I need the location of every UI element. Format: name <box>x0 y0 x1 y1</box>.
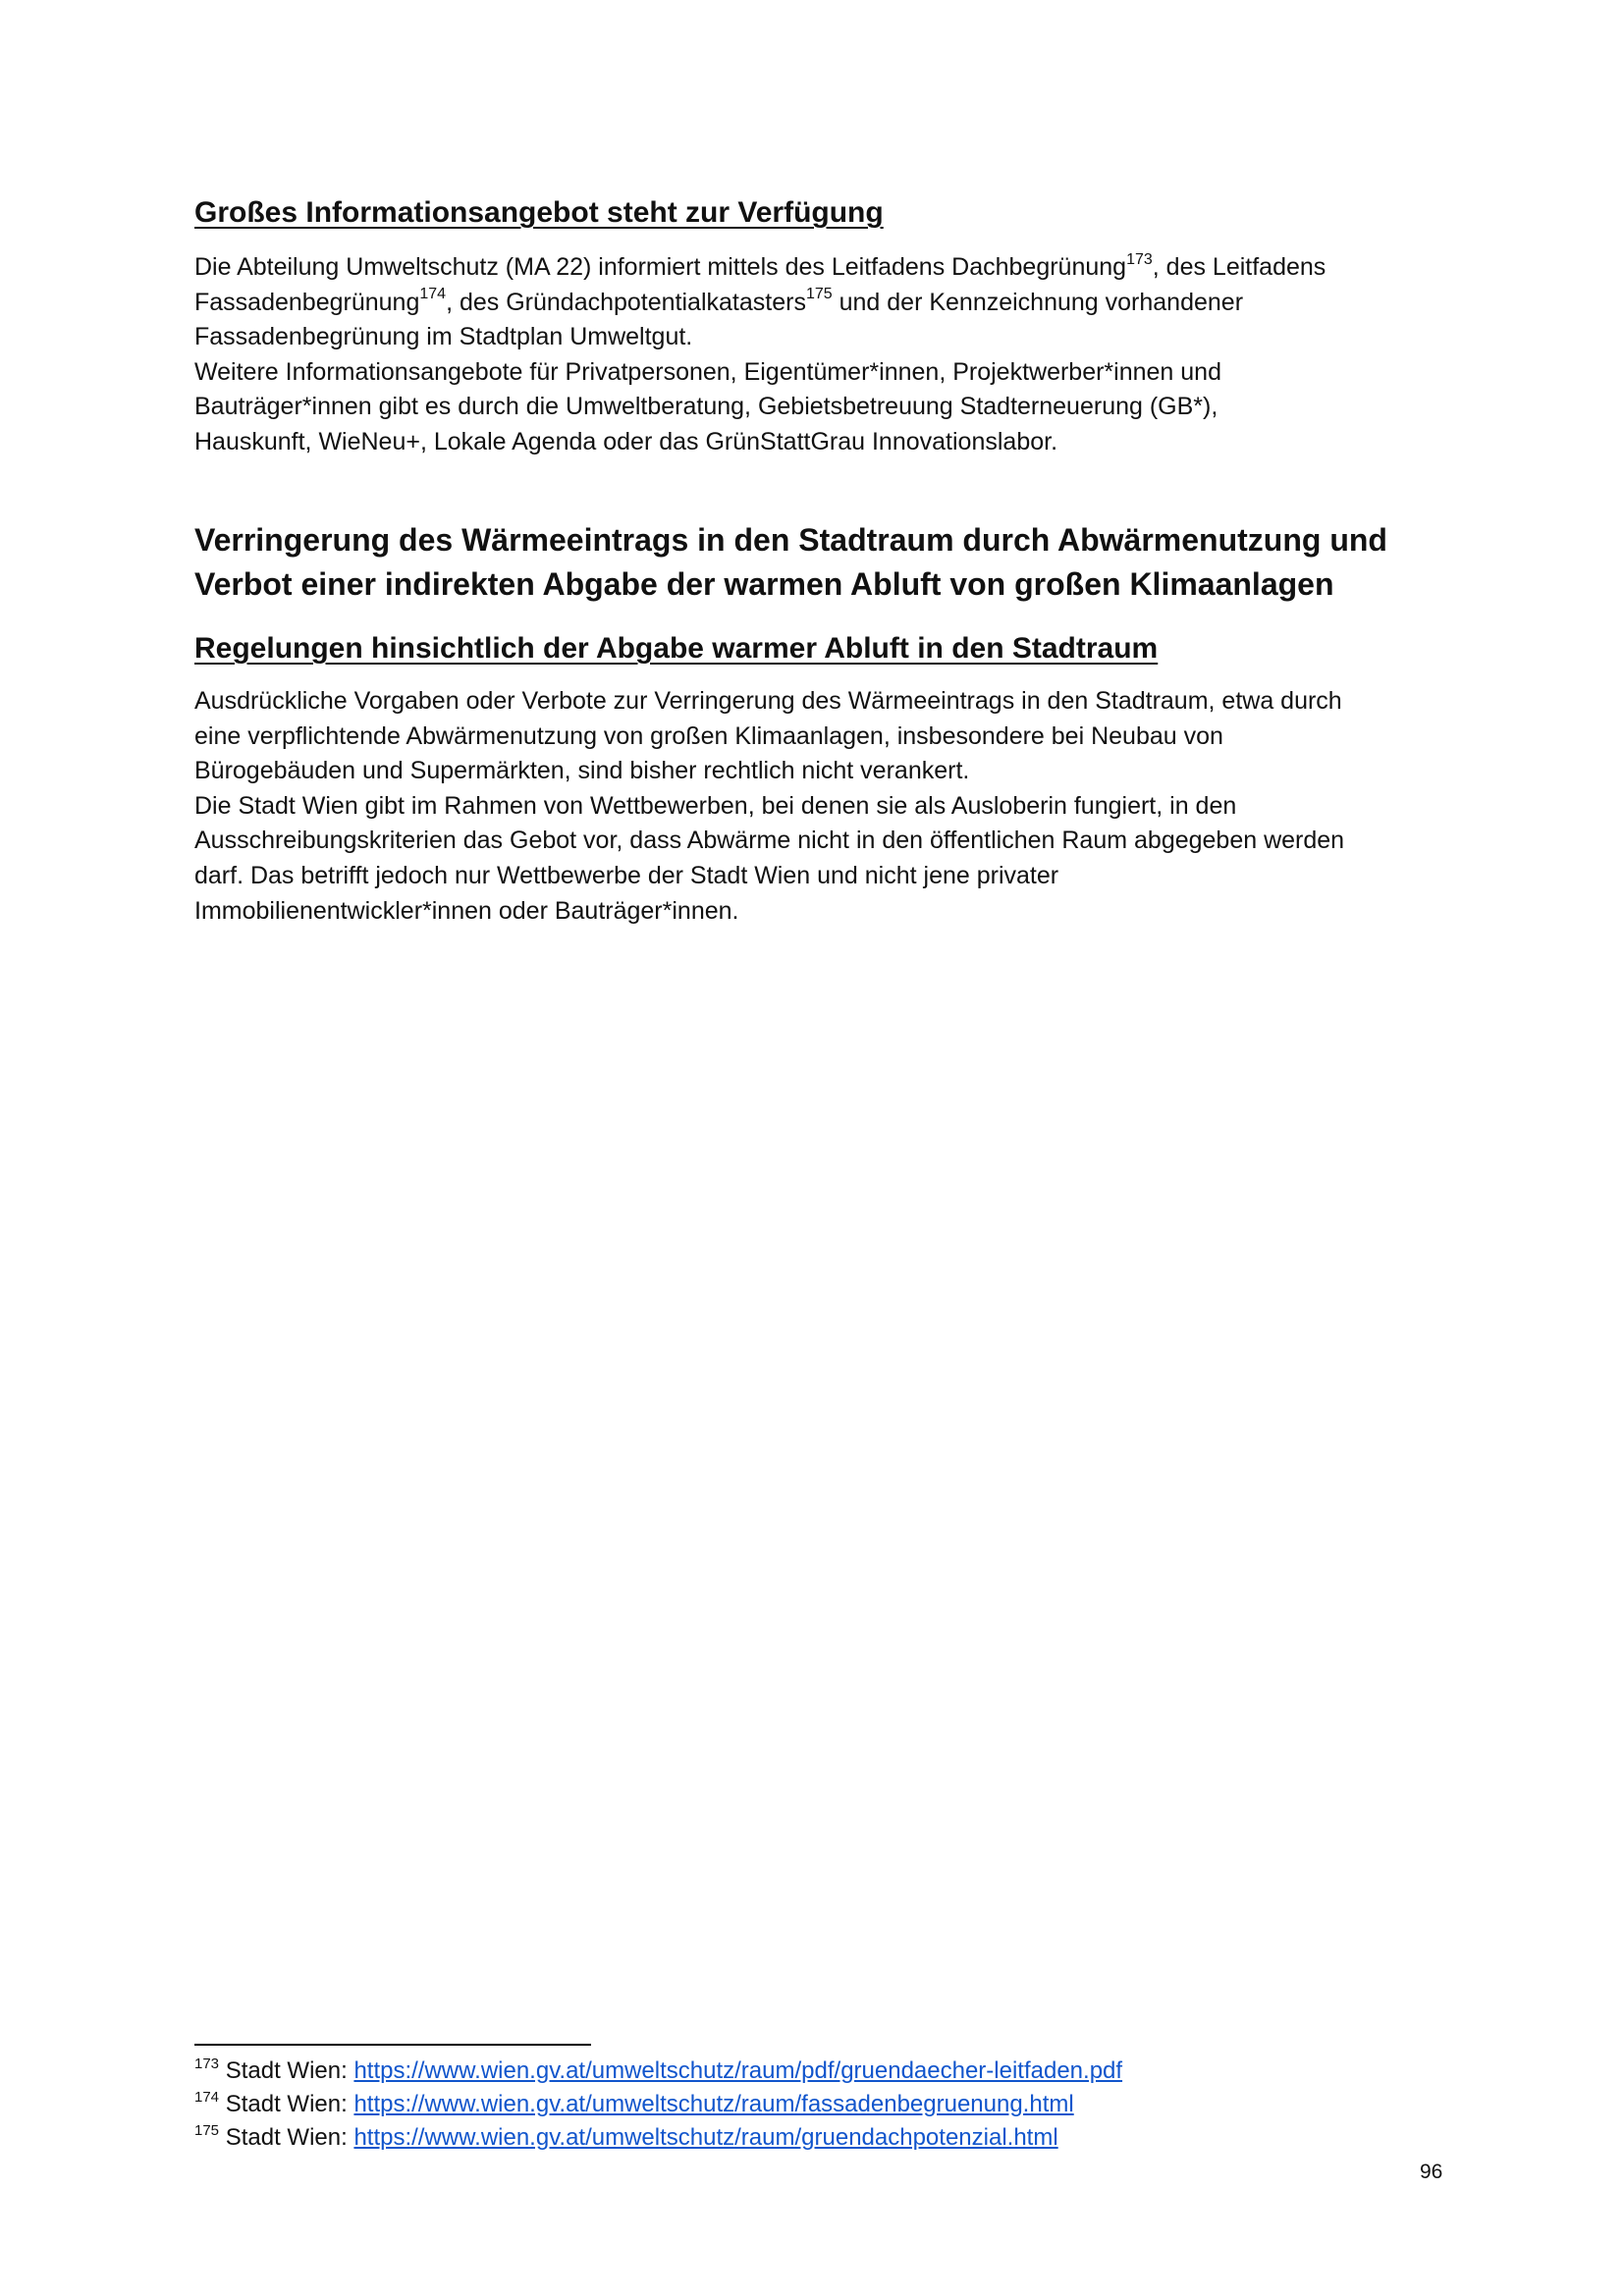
text-line: Immobilienentwickler*innen oder Bauträger*innen. <box>194 896 739 925</box>
paragraph-information <box>194 250 1461 460</box>
text-line: Die Stadt Wien gibt im Rahmen von Wettbewerben, bei denen sie als Ausloberin fungiert, in den <box>194 791 1237 820</box>
heading-line: Verbot einer indirekten Abgabe der warmen Abluft von großen Klimaanlagen <box>194 566 1334 602</box>
footnote-ref-175[interactable]: 175 <box>805 286 833 303</box>
footnote-link[interactable]: https://www.wien.gv.at/umweltschutz/raum/pdf/gruendaecher-leitfaden.pdf <box>353 2057 1123 2084</box>
footnote-label: Stadt Wien: <box>225 2057 354 2084</box>
section-heading-heat-input <box>194 518 1451 607</box>
text-span: Die Abteilung Umweltschutz (MA 22) informiert mittels des Leitfadens Dachbegrünung <box>194 253 1127 281</box>
footnote-174 <box>194 2088 1122 2121</box>
footnote-ref-173[interactable]: 173 <box>1126 250 1153 268</box>
footnote-label: Stadt Wien: <box>225 2091 354 2117</box>
heading-line: Verringerung des Wärmeeintrags in den Stadtraum durch Abwärmenutzung und <box>194 522 1387 558</box>
footnote-separator <box>194 2044 591 2046</box>
footnote-label: Stadt Wien: <box>225 2124 354 2151</box>
text-line: Weitere Informationsangebote für Privatpersonen, Eigentümer*innen, Projektwerber*innen und <box>194 357 1221 386</box>
footnotes <box>194 2055 1122 2155</box>
footnote-link[interactable]: https://www.wien.gv.at/umweltschutz/raum/fassadenbegruenung.html <box>353 2091 1074 2117</box>
paragraph-exhaust-air <box>194 684 1461 929</box>
footnote-link[interactable]: https://www.wien.gv.at/umweltschutz/raum/gruendachpotenzial.html <box>353 2124 1058 2151</box>
text-line: darf. Das betrifft jedoch nur Wettbewerbe der Stadt Wien und nicht jene privater <box>194 861 1059 889</box>
footnote-number: 174 <box>194 2089 220 2106</box>
page-number: 96 <box>1420 2161 1443 2183</box>
footnote-number: 173 <box>194 2056 220 2072</box>
text-span: Fassadenbegrünung <box>194 288 420 316</box>
text-line: Fassadenbegrünung im Stadtplan Umweltgut. <box>194 323 693 351</box>
text-line: Ausschreibungskriterien das Gebot vor, dass Abwärme nicht in den öffentlichen Raum abgegeben werden <box>194 827 1345 855</box>
text-line: eine verpflichtende Abwärmenutzung von großen Klimaanlagen, insbesondere bei Neubau von <box>194 721 1223 750</box>
text-line <box>194 250 1461 286</box>
text-span: und der Kennzeichnung vorhandener <box>832 288 1244 316</box>
subheading-exhaust-air: Regelungen hinsichtlich der Abgabe warmer Abluft in den Stadtraum <box>194 632 1159 665</box>
footnote-173 <box>194 2055 1122 2088</box>
footnote-ref-174[interactable]: 174 <box>419 286 447 303</box>
text-line: Ausdrückliche Vorgaben oder Verbote zur Verringerung des Wärmeeintrags in den Stadtraum, etwa durch <box>194 687 1342 715</box>
text-line: Bürogebäuden und Supermärkten, sind bisher rechtlich nicht verankert. <box>194 757 970 785</box>
footnote-175 <box>194 2121 1122 2155</box>
footnote-number: 175 <box>194 2122 220 2139</box>
text-span: , des Leitfadens <box>1152 253 1326 281</box>
text-line: Hauskunft, WieNeu+, Lokale Agenda oder das GrünStattGrau Innovationslabor. <box>194 427 1058 455</box>
text-line: Bauträger*innen gibt es durch die Umweltberatung, Gebietsbetreuung Stadterneuerung (GB*), <box>194 393 1218 421</box>
section-heading-information: Großes Informationsangebot steht zur Verfügung <box>194 196 884 229</box>
text-span: , des Gründachpotentialkatasters <box>446 288 806 316</box>
text-line <box>194 286 1461 321</box>
